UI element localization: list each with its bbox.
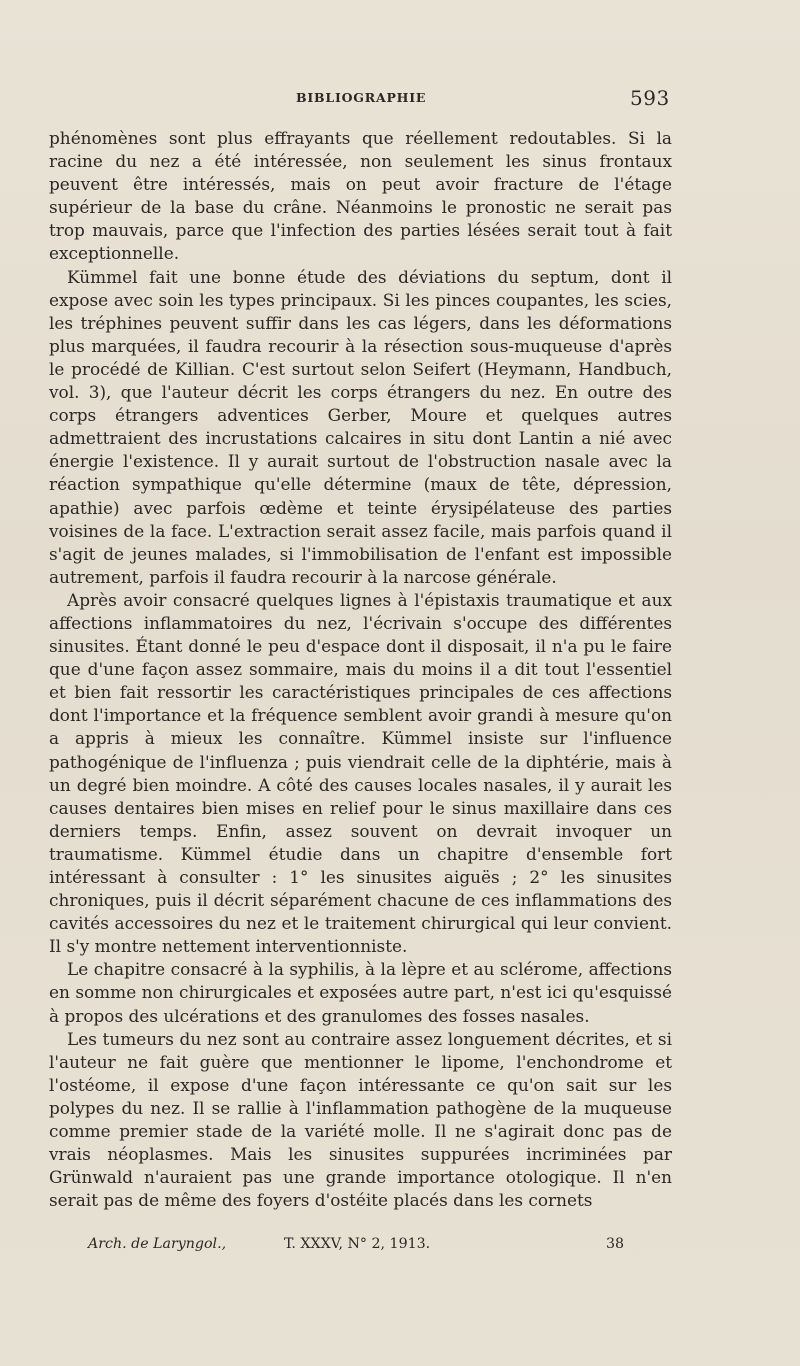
paragraph-2: Kümmel fait une bonne étude des déviations du septum, dont il expose avec soin les types principaux. Si les pinces coupantes, les scies, les tréphines peuvent suffir dans les cas légers, dans les déformations plus marquées, il faudra recourir à la résection sous-muqueuse d'après le procédé de Killian. C'est surtout selon Seifert (Heymann, Handbuch, vol. 3), que l'auteur décrit les corps étrangers du nez. En outre des corps étrangers adventices Gerber, Moure et quelques autres admettraient des incrustations calcaires in situ dont Lantin a nié avec énergie l'existence. Il y aurait surtout de l'obstruction nasale avec la réaction sympathique qu'elle détermine (maux de tête, dépression, apathie) avec parfois œdème et teinte érysipélateuse des parties voisines de la face. L'extraction serait assez facile, mais parfois quand il s'agit de jeunes malades, si l'immobilisation de l'enfant est impossible autrement, parfois il faudra recourir à la narcose générale. [49, 266, 672, 587]
footer-journal: Arch. de Laryngol., [88, 1236, 227, 1252]
paragraph-1: phénomènes sont plus effrayants que réellement redoutables. Si la racine du nez a été intéressée, non seulement les sinus frontaux peuvent être intéressés, mais on peut avoir fracture de l'étage supérieur de la base du crâne. Néanmoins le pronostic ne serait pas trop mauvais, parce que l'infection des parties lésées serait tout à fait exceptionnelle. [49, 128, 672, 264]
running-head [0, 86, 800, 110]
page-footer [88, 1236, 668, 1258]
paragraph-5: Les tumeurs du nez sont au contraire assez longuement décrites, et si l'auteur ne fait guère que mentionner le lipome, l'enchondrome et l'ostéome, il expose d'une façon intéressante ce qu'on sait sur les polypes du nez. Il se rallie à l'inflammation pathogène de la muqueuse comme premier stade de la variété molle. Il ne s'agirait donc pas de vrais néoplasmes. Mais les sinusites suppurées incriminées par Grünwald n'auraient pas une grande importance otologique. Il n'en serait pas de même des foyers d'ostéite placés dans les cornets [49, 1028, 672, 1211]
body-text [49, 127, 672, 1212]
footer-signature: 38 [606, 1236, 625, 1252]
running-title: BIBLIOGRAPHIE [296, 90, 427, 105]
page-number: 593 [630, 86, 670, 110]
footer-volume: T. XXXV, N° 2, 1913. [284, 1236, 431, 1252]
paragraph-3: Après avoir consacré quelques lignes à l'épistaxis traumatique et aux affections inflammatoires du nez, l'écrivain s'occupe des différentes sinusites. Étant donné le peu d'espace dont il disposait, il n'a pu le faire que d'une façon assez sommaire, mais du moins il a dit tout l'essentiel et bien fait ressortir les caractéristiques principales de ces affections dont l'importance et la fréquence semblent avoir grandi à mesure qu'on a appris à mieux les connaître. Kümmel insiste sur l'influence pathogénique de l'influenza ; puis viendrait celle de la diphtérie, mais à un degré bien moindre. A côté des causes locales nasales, il y aurait les causes dentaires bien mises en relief pour le sinus maxillaire dans ces derniers temps. Enfin, assez souvent on devrait invoquer un traumatisme. Kümmel étudie dans un chapitre d'ensemble fort intéressant à consulter : 1° les sinusites aiguës ; 2° les sinusites chroniques, puis il décrit séparément chacune de ces inflammations des cavités accessoires du nez et le traitement chirurgical qui leur convient. Il s'y montre nettement interventionniste. [49, 589, 672, 957]
paragraph-4: Le chapitre consacré à la syphilis, à la lèpre et au sclérome, affections en somme non chirurgicales et exposées autre part, n'est ici qu'esquissé à propos des ulcérations et des granulomes des fosses nasales. [49, 959, 672, 1026]
